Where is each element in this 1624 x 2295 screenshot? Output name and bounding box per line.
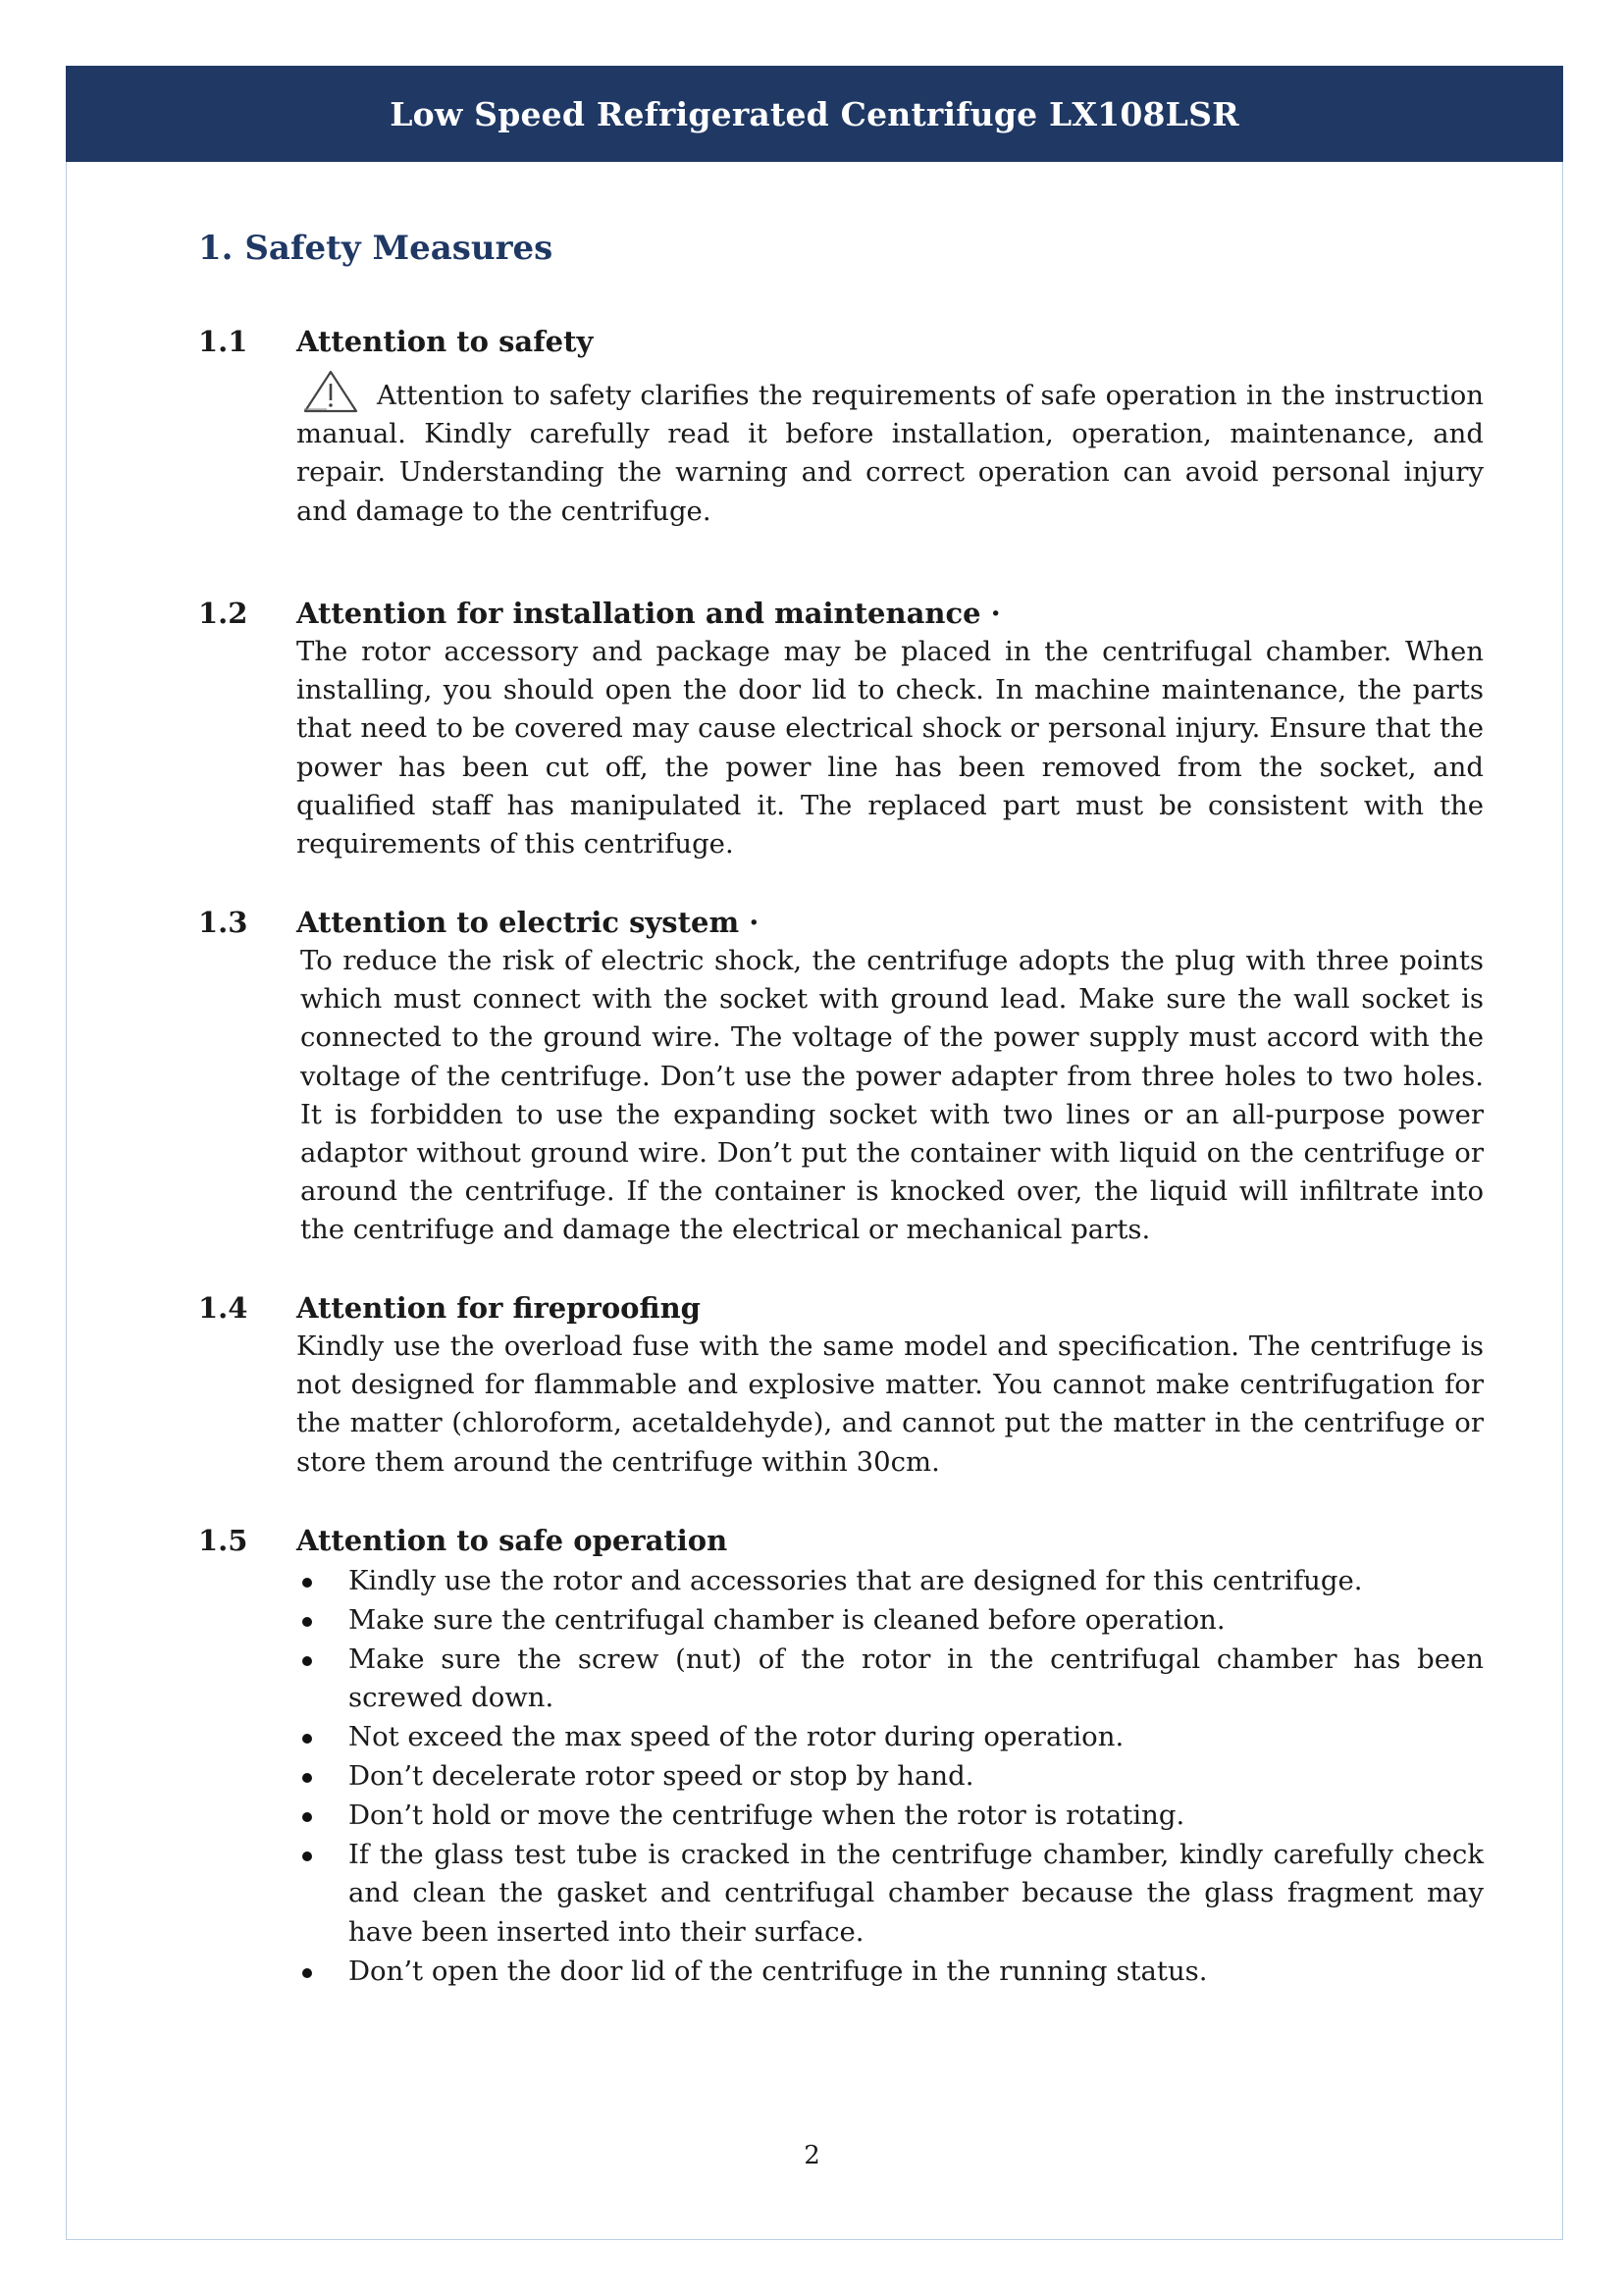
subsection-text: Kindly use the overload fuse with the same model and specification. The centrifuge is not designed for flammable and explosive matter. You cannot make centrifugation for the matter (chloroform, acetaldehyde), and cannot put the matter in the centrifuge or store them around the centrifuge within 30cm. — [296, 1330, 1484, 1478]
list-item: Don’t hold or move the centrifuge when the rotor is rotating. — [296, 1797, 1484, 1836]
subsection-number: 1.3 — [198, 906, 248, 939]
subsection-number: 1.5 — [198, 1524, 248, 1557]
bullet-icon — [302, 1773, 312, 1783]
warning-triangle-icon — [302, 369, 359, 414]
subsection-number: 1.2 — [198, 597, 248, 630]
subsection-number: 1.1 — [198, 325, 248, 358]
bullet-icon — [302, 1968, 312, 1978]
subsection-text: The rotor accessory and package may be placed in the centrifugal chamber. When installing, you should open the door lid to check. In machine maintenance, the parts that need to be covered may cause electrical shock or personal injury. Ensure that the power has been cut off, the power line has been removed from the socket, and qualified staff has manipulated it. The replaced part must be consistent with the requirements of this centrifuge. — [296, 636, 1484, 861]
bullet-icon — [302, 1734, 312, 1744]
subsection-title: Attention to safe operation — [296, 1524, 728, 1557]
bullet-icon — [302, 1812, 312, 1822]
list-item: Make sure the centrifugal chamber is cleaned before operation. — [296, 1601, 1484, 1641]
subsection-1-1 — [198, 322, 1484, 531]
subsection-title: Attention for installation and maintenance · — [296, 597, 1001, 630]
header-bar — [66, 66, 1563, 162]
subsection-title: Attention to electric system · — [296, 906, 760, 939]
bullet-icon — [302, 1578, 312, 1588]
subsection-text: To reduce the risk of electric shock, the centrifuge adopts the plug with three points which must connect with the socket with ground lead. Make sure the wall socket is connected to the ground wire. The voltage of the power supply must accord with the voltage of the centrifuge. Don’t use the power adapter from three holes to two holes. It is forbidden to use the expanding socket with two lines or an all-purpose power adaptor without ground wire. Don’t put the container with liquid on the centrifuge or around the centrifuge. If the container is knocked over, the liquid will infiltrate into the centrifuge and damage the electrical or mechanical parts. — [300, 945, 1484, 1246]
subsection-body — [296, 369, 1484, 531]
bullet-icon — [302, 1617, 312, 1627]
subsection-1-4 — [198, 1288, 1484, 1482]
safe-operation-list — [296, 1562, 1484, 1992]
list-item: Don’t open the door lid of the centrifuge in the running status. — [296, 1953, 1484, 1992]
subsection-1-2 — [198, 594, 1484, 863]
bullet-icon — [302, 1852, 312, 1861]
subsection-title: Attention to safety — [296, 325, 594, 358]
list-item: Don’t decelerate rotor speed or stop by hand. — [296, 1757, 1484, 1797]
list-item: Kindly use the rotor and accessories that are designed for this centrifuge. — [296, 1562, 1484, 1601]
subsection-text: Attention to safety clarifies the requirements of safe operation in the instruction manual. Kindly carefully read it before installation, operation, maintenance, and repair. Understanding the warning and correct operation can avoid personal injury and damage to the centrifuge. — [296, 380, 1484, 527]
subsection-1-5 — [198, 1521, 1484, 1992]
list-item: Make sure the screw (nut) of the rotor in the centrifugal chamber has been screwed down. — [296, 1641, 1484, 1719]
page-number: 2 — [804, 2141, 820, 2170]
section-heading: 1. Safety Measures — [198, 229, 553, 268]
list-item: Not exceed the max speed of the rotor during operation. — [296, 1718, 1484, 1757]
subsection-number: 1.4 — [198, 1291, 248, 1325]
subsection-title: Attention for fireproofing — [296, 1291, 701, 1325]
document-title: Low Speed Refrigerated Centrifuge LX108LSR — [390, 94, 1239, 133]
subsection-1-3 — [198, 903, 1484, 1250]
list-item: If the glass test tube is cracked in the centrifuge chamber, kindly carefully check and clean the gasket and centrifugal chamber because the glass fragment may have been inserted into their surface. — [296, 1836, 1484, 1953]
bullet-icon — [302, 1656, 312, 1666]
